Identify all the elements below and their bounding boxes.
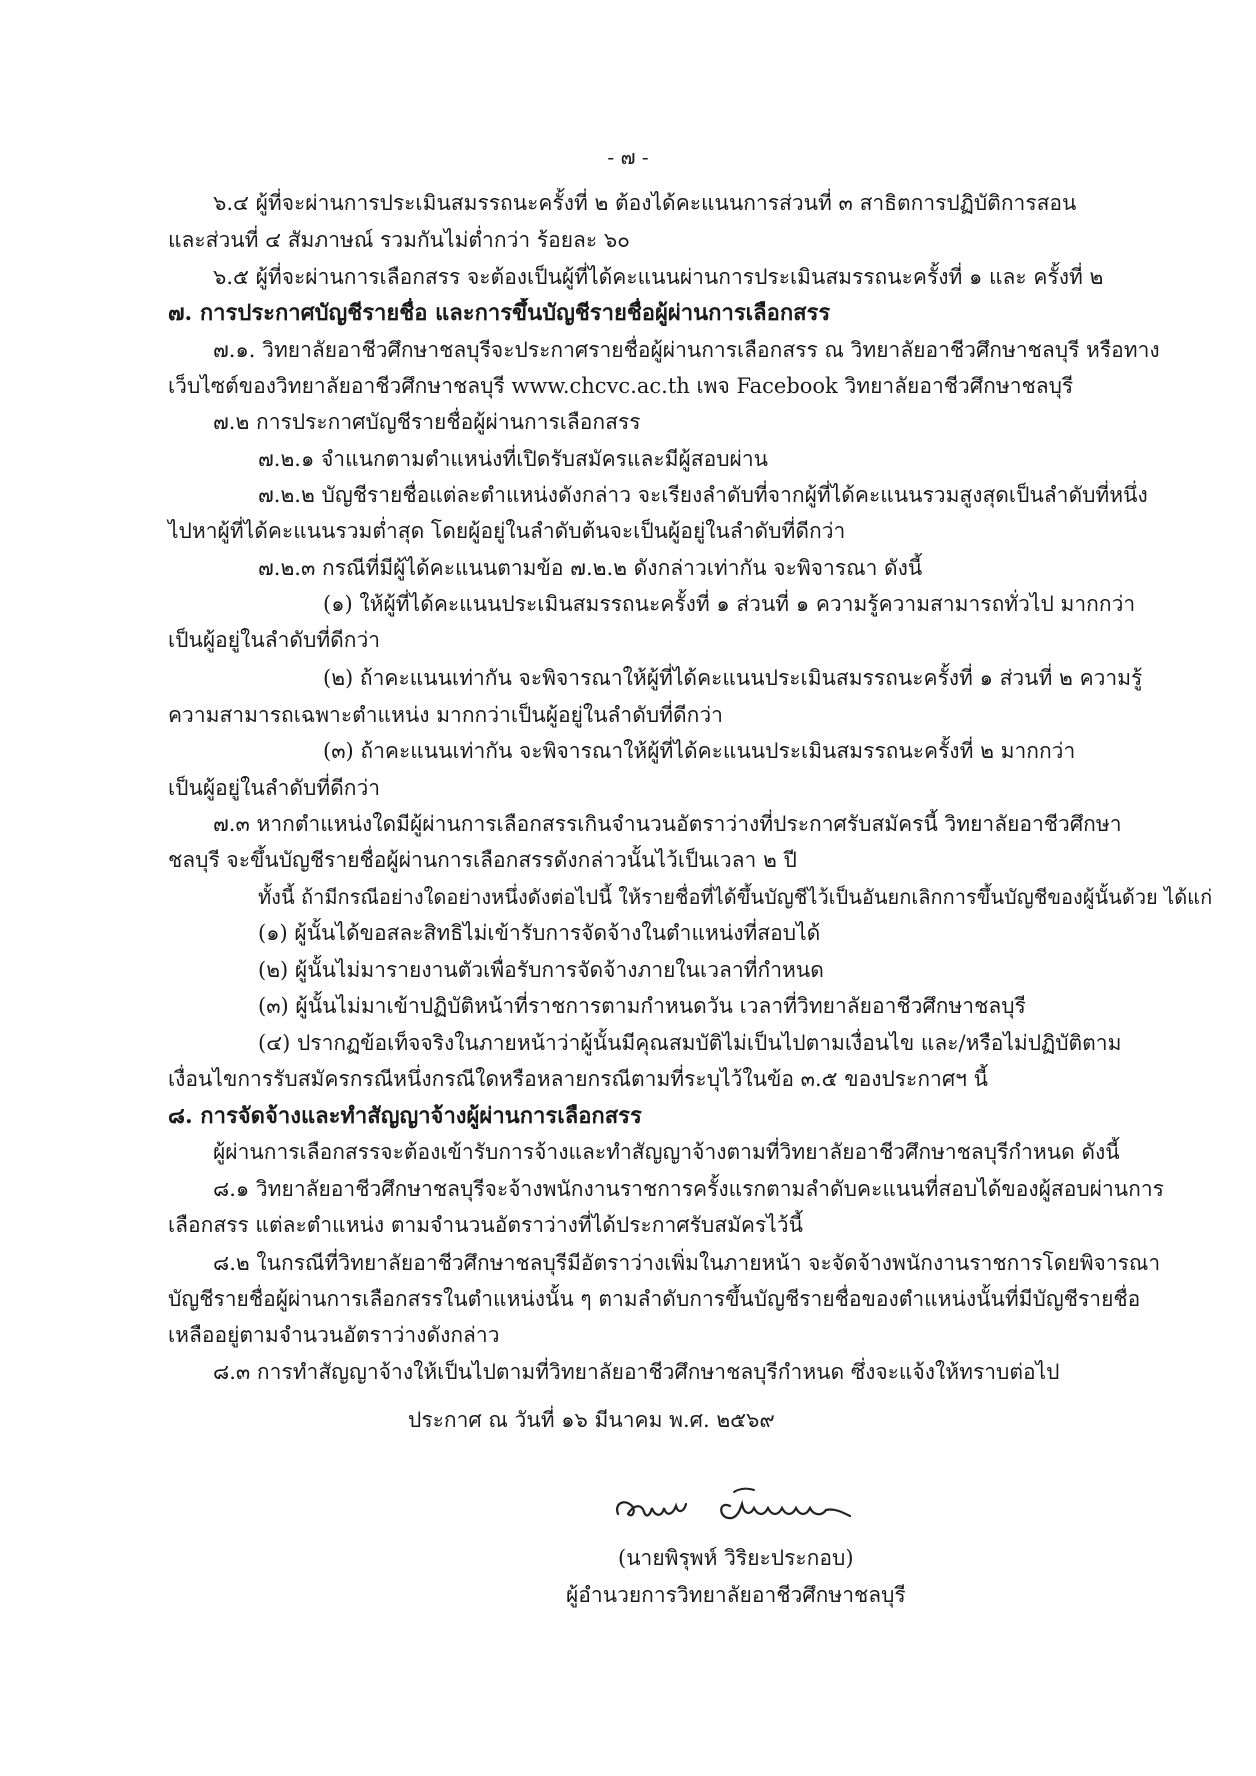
- paragraph-line: ๗.๒.๓ กรณีที่มีผู้ได้คะแนนตามข้อ ๗.๒.๒ ดังกล่าวเท่ากัน จะพิจารณา ดังนี้: [258, 556, 923, 580]
- paragraph-line: ทั้งนี้ ถ้ามีกรณีอย่างใดอย่างหนึ่งดังต่อไปนี้ ให้รายชื่อที่ได้ขึ้นบัญชีไว้เป็นอันยกเลิกการขึ้นบัญชีของผู้นั้นด้วย ได้แก่: [258, 885, 1213, 909]
- paragraph-line: (๒) ถ้าคะแนนเท่ากัน จะพิจารณาให้ผู้ที่ได้คะแนนประเมินสมรรถนะครั้งที่ ๑ ส่วนที่ ๒ ความรู้: [323, 666, 1143, 690]
- paragraph-line: ๖.๔ ผู้ที่จะผ่านการประเมินสมรรถนะครั้งที่ ๒ ต้องได้คะแนนการส่วนที่ ๓ สาธิตการปฏิบัติการสอน: [213, 191, 1077, 215]
- paragraph-line: เลือกสรร แต่ละตำแหน่ง ตามจำนวนอัตราว่างที่ได้ประกาศรับสมัครไว้นี้: [168, 1213, 803, 1237]
- signatory-title: ผู้อำนวยการวิทยาลัยอาชีวศึกษาชลบุรี: [566, 1583, 906, 1607]
- paragraph-line: ๖.๕ ผู้ที่จะผ่านการเลือกสรร จะต้องเป็นผู้ที่ได้คะแนนผ่านการประเมินสมรรถนะครั้งที่ ๑ และ ครั้งที่ ๒: [213, 265, 1104, 289]
- paragraph-line: และส่วนที่ ๔ สัมภาษณ์ รวมกันไม่ต่ำกว่า ร้อยละ ๖๐: [168, 228, 630, 252]
- paragraph-line: (๒) ผู้นั้นไม่มารายงานตัวเพื่อรับการจัดจ้างภายในเวลาที่กำหนด: [258, 958, 824, 982]
- paragraph-line: ไปหาผู้ที่ได้คะแนนรวมต่ำสุด โดยผู้อยู่ในลำดับต้นจะเป็นผู้อยู่ในลำดับที่ดีกว่า: [168, 519, 846, 543]
- paragraph-line: (๓) ผู้นั้นไม่มาเข้าปฏิบัติหน้าที่ราชการตามกำหนดวัน เวลาที่วิทยาลัยอาชีวศึกษาชลบุรี: [258, 994, 1026, 1018]
- paragraph-line: (๔) ปรากฏข้อเท็จจริงในภายหน้าว่าผู้นั้นมีคุณสมบัติไม่เป็นไปตามเงื่อนไข และ/หรือไม่ปฏิบัติตาม: [258, 1031, 1122, 1055]
- paragraph-line: (๑) ให้ผู้ที่ได้คะแนนประเมินสมรรถนะครั้งที่ ๑ ส่วนที่ ๑ ความรู้ความสามารถทั่วไป มากกว่า: [323, 592, 1136, 616]
- section-heading: ๗. การประกาศบัญชีรายชื่อ และการขึ้นบัญชีรายชื่อผู้ผ่านการเลือกสรร: [168, 300, 831, 326]
- section-heading: ๘. การจัดจ้างและทำสัญญาจ้างผู้ผ่านการเลือกสรร: [168, 1103, 642, 1129]
- paragraph-line: ชลบุรี จะขึ้นบัญชีรายชื่อผู้ผ่านการเลือกสรรดังกล่าวนั้นไว้เป็นเวลา ๒ ปี: [168, 848, 797, 872]
- paragraph-line: บัญชีรายชื่อผู้ผ่านการเลือกสรรในตำแหน่งนั้น ๆ ตามลำดับการขึ้นบัญชีรายชื่อของตำแหน่งนั้นที่มีบัญชีรายชื่อ: [168, 1287, 1141, 1311]
- paragraph-line: ๗.๒.๒ บัญชีรายชื่อแต่ละตำแหน่งดังกล่าว จะเรียงลำดับที่จากผู้ที่ได้คะแนนรวมสูงสุดเป็นลำดับที่หนึ่ง: [258, 483, 1148, 507]
- announcement-date: ประกาศ ณ วันที่ ๑๖ มีนาคม พ.ศ. ๒๕๖๙: [408, 1408, 775, 1432]
- paragraph-line: ๘.๒ ในกรณีที่วิทยาลัยอาชีวศึกษาชลบุรีมีอัตราว่างเพิ่มในภายหน้า จะจัดจ้างพนักงานราชการโดยพิจารณา: [213, 1251, 1161, 1275]
- paragraph-line: ๗.๑. วิทยาลัยอาชีวศึกษาชลบุรีจะประกาศรายชื่อผู้ผ่านการเลือกสรร ณ วิทยาลัยอาชีวศึกษาชลบุรี หรือทาง: [213, 338, 1160, 362]
- paragraph-line: เป็นผู้อยู่ในลำดับที่ดีกว่า: [168, 628, 381, 652]
- paragraph-line: เงื่อนไขการรับสมัครกรณีหนึ่งกรณีใดหรือหลายกรณีตามที่ระบุไว้ในข้อ ๓.๕ ของประกาศฯ นี้: [168, 1067, 988, 1091]
- paragraph-line: ๗.๒ การประกาศบัญชีรายชื่อผู้ผ่านการเลือกสรร: [213, 410, 641, 434]
- paragraph-line: ๗.๒.๑ จำแนกตามตำแหน่งที่เปิดรับสมัครและมีผู้สอบผ่าน: [258, 447, 769, 471]
- paragraph-line: เว็บไซต์ของวิทยาลัยอาชีวศึกษาชลบุรี www.chcvc.ac.th เพจ Facebook วิทยาลัยอาชีวศึกษาชลบุรี: [168, 374, 1074, 398]
- paragraph-line: ผู้ผ่านการเลือกสรรจะต้องเข้ารับการจ้างและทำสัญญาจ้างตามที่วิทยาลัยอาชีวศึกษาชลบุรีกำหนด ดังนี้: [213, 1140, 1120, 1164]
- signature: [610, 1470, 900, 1534]
- paragraph-line: ความสามารถเฉพาะตำแหน่ง มากกว่าเป็นผู้อยู่ในลำดับที่ดีกว่า: [168, 703, 723, 727]
- paragraph-line: ๘.๓ การทำสัญญาจ้างให้เป็นไปตามที่วิทยาลัยอาชีวศึกษาชลบุรีกำหนด ซึ่งจะแจ้งให้ทราบต่อไป: [213, 1360, 1060, 1384]
- signatory-name: (นายพิรุพห์ วิริยะประกอบ): [618, 1546, 854, 1570]
- paragraph-line: (๓) ถ้าคะแนนเท่ากัน จะพิจารณาให้ผู้ที่ได้คะแนนประเมินสมรรถนะครั้งที่ ๒ มากกว่า: [323, 739, 1076, 763]
- paragraph-line: เหลืออยู่ตามจำนวนอัตราว่างดังกล่าว: [168, 1323, 500, 1347]
- paragraph-line: (๑) ผู้นั้นได้ขอสละสิทธิไม่เข้ารับการจัดจ้างในตำแหน่งที่สอบได้: [258, 921, 821, 945]
- paragraph-line: ๗.๓ หากตำแหน่งใดมีผู้ผ่านการเลือกสรรเกินจำนวนอัตราว่างที่ประกาศรับสมัครนี้ วิทยาลัยอาชีวศึกษา: [213, 812, 1122, 836]
- page-number: - ๗ -: [607, 145, 649, 169]
- paragraph-line: ๘.๑ วิทยาลัยอาชีวศึกษาชลบุรีจะจ้างพนักงานราชการครั้งแรกตามลำดับคะแนนที่สอบได้ของผู้สอบผ่านการ: [213, 1177, 1164, 1201]
- paragraph-line: เป็นผู้อยู่ในลำดับที่ดีกว่า: [168, 776, 381, 800]
